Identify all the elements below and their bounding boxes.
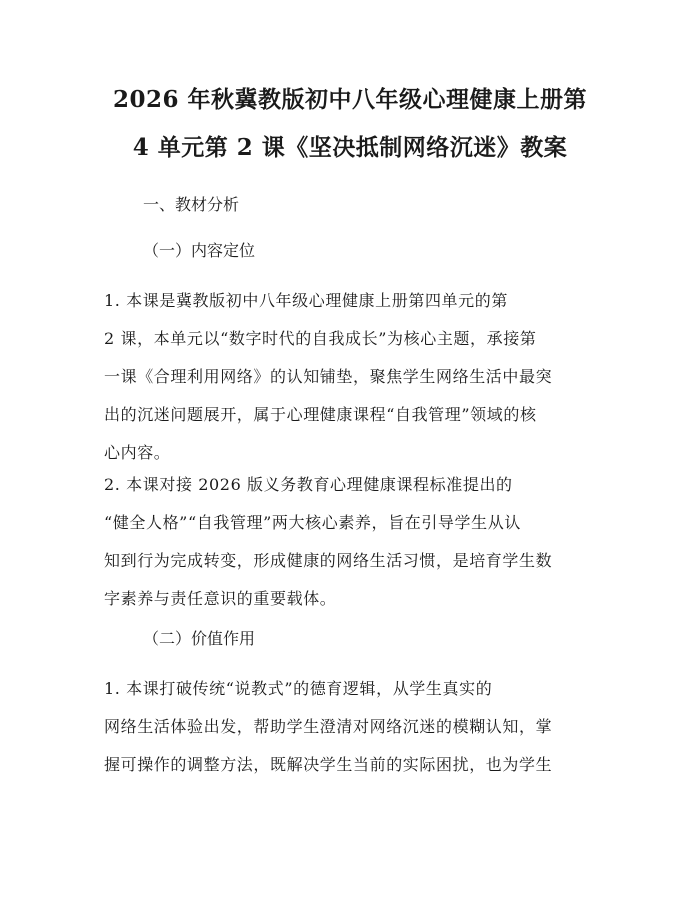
paragraph-line: 字素养与责任意识的重要载体。 — [104, 589, 337, 608]
document-title-line-1: 2026 年秋冀教版初中八年级心理健康上册第 — [112, 86, 588, 113]
paragraph-line: 握可操作的调整方法，既解决学生当前的实际困扰，也为学生 — [104, 755, 553, 774]
paragraph-line: 一课《合理利用网络》的认知铺垫，聚焦学生网络生活中最突 — [104, 367, 553, 386]
paragraph-2 — [104, 466, 596, 618]
paragraph-line: 知到行为完成转变，形成健康的网络生活习惯，是培育学生数 — [104, 551, 553, 570]
paragraph-line: 2. 本课对接 2026 版义务教育心理健康课程标准提出的 — [104, 475, 513, 494]
paragraph-line: 1. 本课打破传统“说教式”的德育逻辑，从学生真实的 — [104, 679, 493, 698]
paragraph-line: “健全人格”“自我管理”两大核心素养，旨在引导学生从认 — [104, 513, 521, 532]
paragraph-line: 2 课，本单元以“数字时代的自我成长”为核心主题，承接第 — [104, 329, 537, 348]
paragraph-line: 1. 本课是冀教版初中八年级心理健康上册第四单元的第 — [104, 291, 508, 310]
paragraph-line: 网络生活体验出发，帮助学生澄清对网络沉迷的模糊认知，掌 — [104, 717, 553, 736]
section-heading-textbook-analysis: 一、教材分析 — [143, 195, 240, 214]
subsection-heading-value-role: （二）价值作用 — [143, 629, 256, 648]
subsection-heading-content-positioning: （一）内容定位 — [143, 241, 256, 260]
paragraph-3 — [104, 670, 596, 784]
document-title-line-2: 4 单元第 2 课《坚决抵制网络沉迷》教案 — [132, 134, 568, 161]
paragraph-1 — [104, 282, 596, 472]
paragraph-line: 心内容。 — [104, 443, 171, 462]
paragraph-line: 出的沉迷问题展开，属于心理健康课程“自我管理”领域的核 — [104, 405, 537, 424]
